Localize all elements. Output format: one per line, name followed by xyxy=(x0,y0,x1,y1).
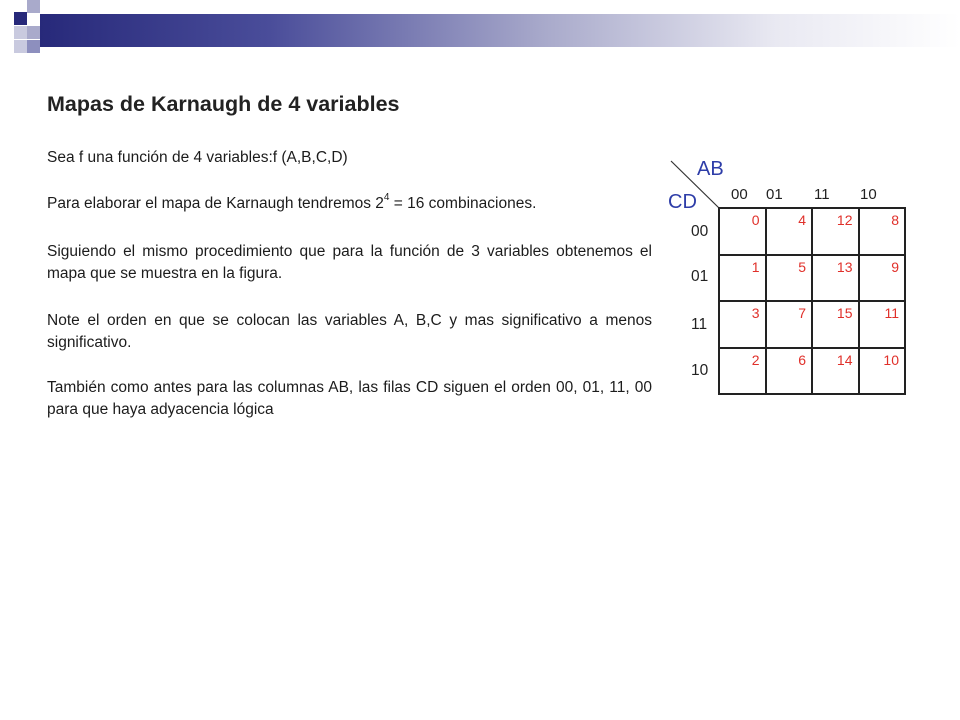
column-header: 11 xyxy=(814,186,830,203)
banner-square-light xyxy=(27,26,40,39)
minterm-number: 6 xyxy=(798,351,806,368)
combinations-text-start: Para elaborar el mapa de Karnaugh tendremos 2 xyxy=(47,195,384,212)
minterm-number: 5 xyxy=(798,258,806,275)
map-cell xyxy=(859,301,906,348)
minterm-number: 13 xyxy=(836,258,853,275)
minterm-number: 10 xyxy=(883,351,899,368)
paragraph-variable-order: Note el orden en que se colocan las variables A, B,C y mas significativo a menos significativo. xyxy=(47,312,652,351)
column-variable-label: AB xyxy=(697,158,724,180)
minterm-number: 9 xyxy=(891,258,899,275)
map-cell xyxy=(812,301,859,348)
minterm-number: 1 xyxy=(751,258,760,275)
map-cell xyxy=(812,208,859,255)
paragraph-procedure: Siguiendo el mismo procedimiento que para la función de 3 variables obtenemos el mapa que se muestra en la figura. xyxy=(47,243,652,282)
minterm-number: 4 xyxy=(798,212,806,228)
column-header: 00 xyxy=(731,186,748,203)
map-cell xyxy=(766,301,813,348)
map-cell xyxy=(859,348,906,395)
column-header: 10 xyxy=(860,186,877,203)
map-cell xyxy=(859,208,906,255)
column-header: 01 xyxy=(766,186,783,203)
minterm-number: 8 xyxy=(891,212,899,228)
row-header: 00 xyxy=(691,223,709,240)
map-cell xyxy=(859,255,906,302)
banner-gradient-bar xyxy=(40,14,960,47)
slide-banner xyxy=(0,0,960,60)
karnaugh-grid xyxy=(718,207,906,395)
map-cell xyxy=(812,255,859,302)
map-cell xyxy=(719,208,766,255)
minterm-number: 7 xyxy=(798,305,806,321)
combinations-text-end: = 16 combinaciones. xyxy=(389,195,537,212)
map-cell xyxy=(719,255,766,302)
karnaugh-map xyxy=(665,155,925,405)
map-cell xyxy=(766,208,813,255)
map-cell xyxy=(812,348,859,395)
minterm-number: 0 xyxy=(751,212,760,228)
minterm-number: 3 xyxy=(751,305,760,321)
banner-square-light xyxy=(27,0,40,13)
minterm-number: 14 xyxy=(836,351,853,368)
banner-square-light xyxy=(14,40,27,53)
paragraph-combinations xyxy=(47,193,652,215)
minterm-number: 12 xyxy=(836,212,853,228)
exponent: 4 xyxy=(383,192,390,203)
minterm-number: 2 xyxy=(751,351,760,368)
banner-square-light xyxy=(27,40,40,53)
row-header: 11 xyxy=(691,316,708,333)
minterm-number: 11 xyxy=(884,305,899,321)
banner-square-light xyxy=(14,26,27,39)
paragraph-function: Sea f una función de 4 variables:f (A,B,C,D) xyxy=(47,149,348,166)
slide-title: Mapas de Karnaugh de 4 variables xyxy=(47,92,400,116)
row-header: 01 xyxy=(691,268,709,285)
row-header: 10 xyxy=(691,362,709,379)
paragraph-adjacency: También como antes para las columnas AB, las filas CD siguen el orden 00, 01, 11, 00 para que haya adyacencia lógica xyxy=(47,379,652,418)
row-variable-label: CD xyxy=(668,191,697,213)
map-cell xyxy=(766,348,813,395)
minterm-number: 15 xyxy=(836,305,853,321)
map-cell xyxy=(719,348,766,395)
banner-square-dark xyxy=(14,12,27,25)
map-cell xyxy=(719,301,766,348)
map-cell xyxy=(766,255,813,302)
